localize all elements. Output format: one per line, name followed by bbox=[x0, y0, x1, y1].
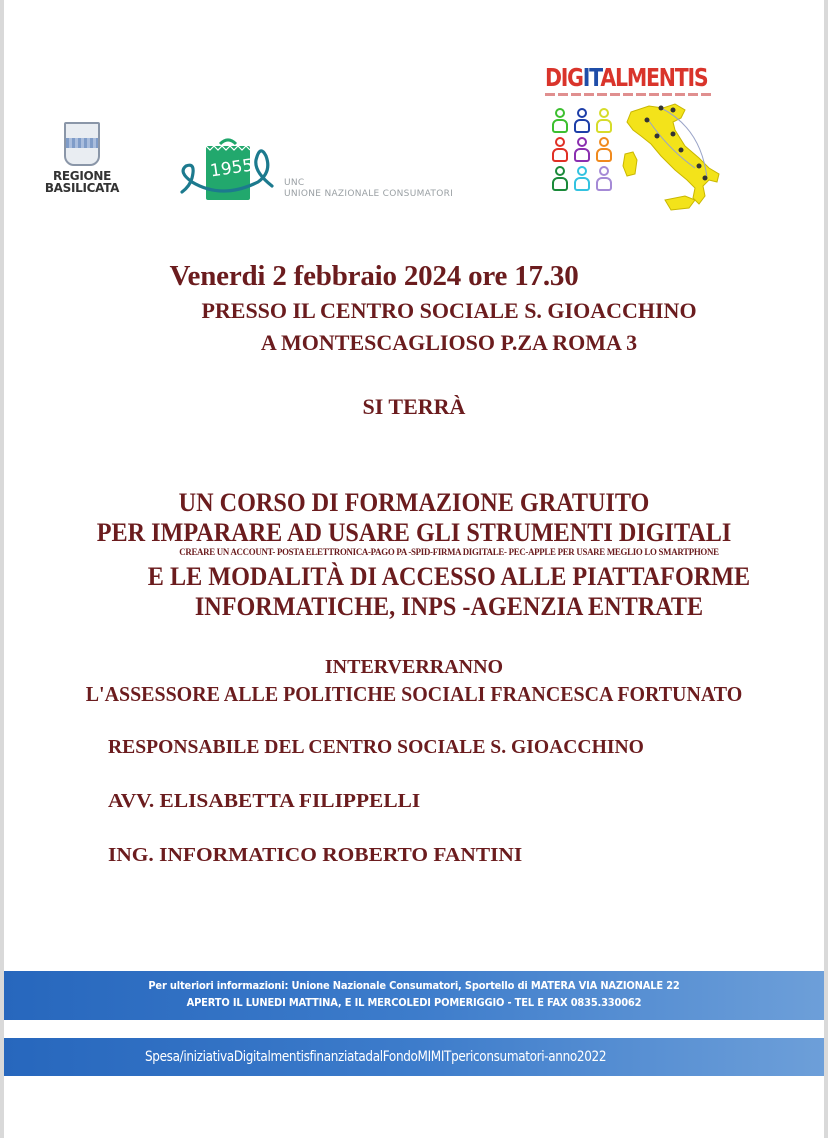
course-title-line2: PER IMPARARE AD USARE GLI STRUMENTI DIGITALI bbox=[96, 518, 732, 547]
contact-info-line1: Per ulteriori informazioni: Unione Nazionale Consumatori, Sportello di MATERA VIA NAZIONALE 22 bbox=[148, 979, 680, 992]
digitalmentis-subtitle bbox=[545, 93, 713, 96]
regione-line1: REGIONE bbox=[52, 169, 112, 183]
contact-info-line2: APERTO IL LUNEDI MATTINA, E IL MERCOLEDI POMERIGGIO - TEL E FAX 0835.330062 bbox=[186, 996, 642, 1009]
course-title-line4: INFORMATICHE, INPS -AGENZIA ENTRATE bbox=[194, 592, 704, 621]
people-grid-icon bbox=[551, 108, 615, 192]
svg-text:1955: 1955 bbox=[208, 155, 255, 182]
regione-basilicata-crest-icon bbox=[64, 122, 100, 166]
course-topics: CREARE UN ACCOUNT- POSTA ELETTRONICA-PAGO PA -SPID-FIRMA DIGITALE- PEC-APPLE PER USARE MEGLIO LO SMARTPHONE bbox=[179, 548, 719, 558]
event-announcement: SI TERRÀ bbox=[362, 394, 466, 419]
speaker-item: RESPONSABILE DEL CENTRO SOCIALE S. GIOACCHINO bbox=[108, 736, 644, 758]
event-date: Venerdi 2 febbraio 2024 ore 17.30 bbox=[169, 260, 579, 292]
page-edge-left bbox=[0, 0, 4, 1138]
funding-banner bbox=[4, 1038, 824, 1076]
unc-abbr: UNC bbox=[284, 178, 305, 188]
course-title-line3: E LE MODALITÀ DI ACCESSO ALLE PIATTAFORME bbox=[147, 562, 751, 591]
unc-name bbox=[284, 178, 453, 200]
unc-full-name: UNIONE NAZIONALE CONSUMATORI bbox=[284, 189, 454, 199]
speaker-item: AVV. ELISABETTA FILIPPELLI bbox=[108, 790, 421, 812]
regione-line2: BASILICATA bbox=[44, 181, 120, 195]
italy-map-icon bbox=[617, 98, 727, 214]
italy-map-people-icon bbox=[545, 104, 725, 214]
contact-info-banner bbox=[4, 971, 824, 1020]
speaker-item: ING. INFORMATICO ROBERTO FANTINI bbox=[108, 844, 523, 866]
event-venue-line2: A MONTESCAGLIOSO P.ZA ROMA 3 bbox=[260, 330, 638, 355]
shopping-bag-ribbon-icon bbox=[180, 132, 280, 212]
speaker-item: L'ASSESSORE ALLE POLITICHE SOCIALI FRANCESCA FORTUNATO bbox=[85, 682, 743, 706]
funding-text: Spesa/iniziativaDigitalmentisfinanziatadalFondoMIMITpericonsumatori-anno2022 bbox=[145, 1049, 607, 1065]
regione-basilicata-logo bbox=[44, 122, 120, 194]
unc-logo bbox=[180, 132, 490, 212]
event-venue-line1: PRESSO IL CENTRO SOCIALE S. GIOACCHINO bbox=[201, 298, 697, 323]
digitalmentis-logo bbox=[545, 64, 725, 214]
digitalmentis-title: DIGITALMENTIS bbox=[545, 63, 708, 92]
course-title-line1: UN CORSO DI FORMAZIONE GRATUITO bbox=[178, 488, 650, 517]
speakers-heading: INTERVERRANNO bbox=[324, 656, 504, 678]
